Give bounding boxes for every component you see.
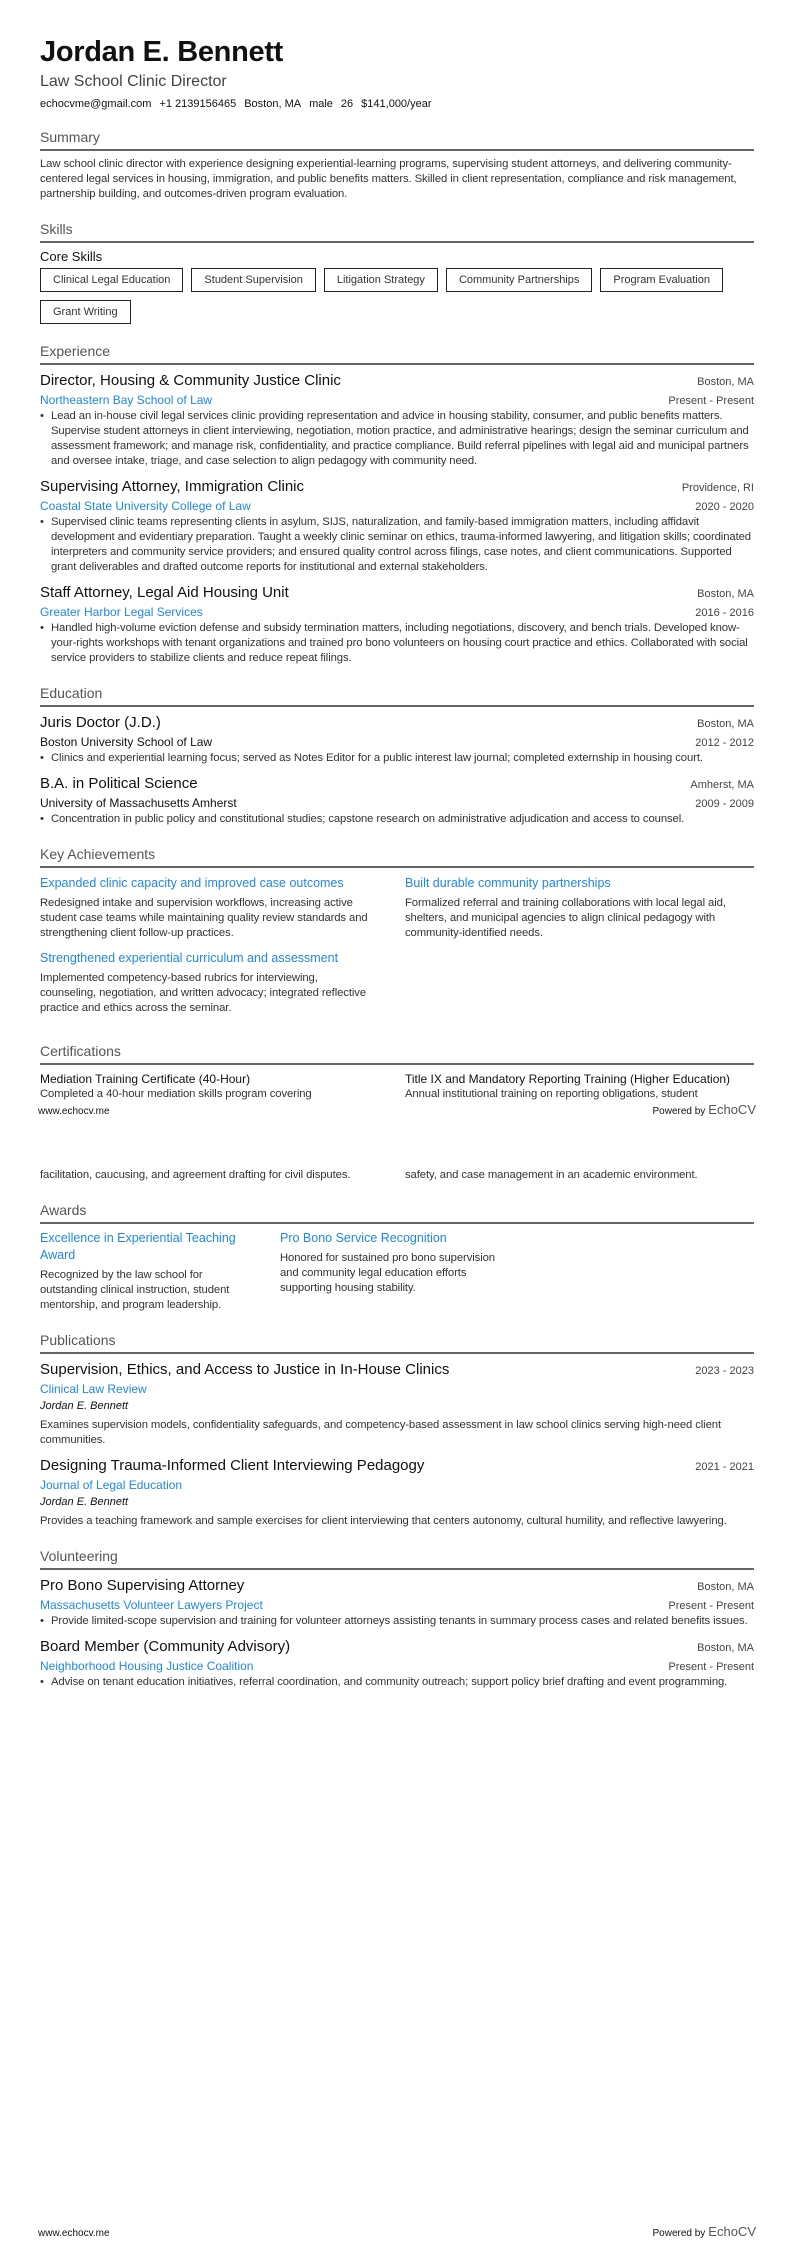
skill-tag: Grant Writing [40, 300, 131, 324]
education-bullet: • Clinics and experiential learning focus; served as Notes Editor for a public interest law journal; completed externship in housing court. [40, 751, 754, 766]
education-section [40, 684, 754, 827]
skill-tag: Clinical Legal Education [40, 268, 183, 292]
achievement-item [40, 949, 389, 1016]
powered-by [652, 2224, 756, 2239]
resume-page-2 [0, 1123, 794, 2246]
degree: Juris Doctor (J.D.) [40, 714, 161, 731]
skill-group-title: Core Skills [40, 249, 103, 264]
role-bullet: • Provide limited-scope supervision and training for volunteer attorneys assisting tenants in summary process cases and related benefits issues. [40, 1614, 754, 1629]
section-heading: Certifications [40, 1042, 754, 1065]
award-title: Excellence in Experiential Teaching Award [40, 1231, 236, 1262]
certification-text-continued: safety, and case management in an academic environment. [405, 1169, 698, 1181]
certifications-continued [40, 1168, 754, 1183]
publication-venue: Journal of Legal Education [40, 1478, 183, 1492]
section-heading: Summary [40, 128, 754, 151]
candidate-title: Law School Clinic Director [40, 73, 227, 90]
experience-item [40, 477, 754, 575]
footer-site-link[interactable]: www.echocv.me [38, 2228, 110, 2239]
organization: Massachusetts Volunteer Lawyers Project [40, 1598, 263, 1612]
award-text: Honored for sustained pro bono supervision and community legal education efforts supporting housing stability. [280, 1252, 495, 1294]
volunteering-item [40, 1637, 754, 1690]
contact-info [40, 98, 754, 110]
section-heading: Skills [40, 220, 754, 243]
section-heading: Key Achievements [40, 845, 754, 868]
skill-tag: Program Evaluation [600, 268, 723, 292]
echocv-logo[interactable]: EchoCV [708, 2224, 756, 2239]
contact-location: Boston, MA [244, 98, 302, 110]
candidate-name: Jordan E. Bennett [40, 36, 284, 68]
job-location: Boston, MA [697, 376, 754, 388]
publication-author: Jordan E. Bennett [40, 1400, 129, 1412]
publication-title: Supervision, Ethics, and Access to Justice in In-House Clinics [40, 1361, 450, 1378]
certification-text: Completed a 40-hour mediation skills program covering [40, 1088, 312, 1100]
job-bullet: • Handled high-volume eviction defense and subsidy termination matters, including negotiations, discovery, and bench trials. Developed know-your-rights workshops with tenant organizations and trained pro bono volunteers on housing court practice and ethics. Collaborated with social service providers to stabilize clients and reduce repeat filings. [40, 621, 754, 666]
role-title: Pro Bono Supervising Attorney [40, 1577, 245, 1594]
skill-tag: Community Partnerships [446, 268, 592, 292]
employer: Coastal State University College of Law [40, 499, 251, 513]
award-title: Pro Bono Service Recognition [280, 1231, 447, 1245]
skill-tag: Student Supervision [191, 268, 315, 292]
experience-section [40, 342, 754, 666]
job-title: Director, Housing & Community Justice Clinic [40, 372, 341, 389]
education-dates: 2009 - 2009 [695, 798, 754, 810]
echocv-logo[interactable]: EchoCV [708, 1102, 756, 1117]
publication-summary: Examines supervision models, confidentiality safeguards, and competency-based assessment in law school clinics serving high-need client communities. [40, 1419, 721, 1446]
award-item [280, 1230, 510, 1313]
certification-title: Mediation Training Certificate (40-Hour) [40, 1072, 251, 1086]
footer-site-link[interactable]: www.echocv.me [38, 1106, 110, 1117]
certification-text: Annual institutional training on reporting obligations, student [405, 1088, 698, 1100]
contact-gender: male [309, 98, 333, 110]
awards-section [40, 1201, 754, 1313]
achievement-text: Implemented competency-based rubrics for interviewing, counseling, negotiation, and written advocacy; integrated reflective practice and ethics across the seminar. [40, 972, 367, 1014]
job-dates: Present - Present [668, 395, 754, 407]
section-heading: Experience [40, 342, 754, 365]
school: Boston University School of Law [40, 735, 213, 749]
publication-item [40, 1360, 754, 1448]
education-item [40, 713, 754, 766]
award-text: Recognized by the law school for outstanding clinical instruction, student mentorship, and program leadership. [40, 1269, 230, 1311]
role-location: Boston, MA [697, 1642, 754, 1654]
achievement-text: Redesigned intake and supervision workflows, increasing active student case teams while maintaining quality review standards and strengthening client follow-up practices. [40, 897, 368, 939]
section-heading: Awards [40, 1201, 754, 1224]
certification-item [405, 1071, 754, 1102]
job-bullet: • Lead an in-house civil legal services clinic providing representation and advice in housing stability, consumer, and public benefits matters. Supervise student attorneys in client interviewing, negotiation, motion practice, and administrative hearings; design the seminar curriculum and assessment framework; and manage risk, confidentiality, and practice compliance. Build referral pipelines with legal aid and municipal partners and oversee intake, triage, and case selection to align pedagogy with community need. [40, 409, 754, 469]
volunteering-section [40, 1547, 754, 1690]
certification-text-continued: facilitation, caucusing, and agreement drafting for civil disputes. [40, 1169, 351, 1181]
publication-title: Designing Trauma-Informed Client Interviewing Pedagogy [40, 1457, 425, 1474]
school-location: Amherst, MA [690, 779, 754, 791]
publication-summary: Provides a teaching framework and sample exercises for client interviewing that centers autonomy, cultural humility, and reflective lawyering. [40, 1515, 727, 1527]
job-bullet: • Supervised clinic teams representing clients in asylum, SIJS, naturalization, and family-based immigration matters, including affidavit development and evidentiary preparation. Taught a weekly clinic seminar on ethics, trauma-informed lawyering, and litigation skills; coordinated interpreters and community service providers; and ensured quality control across filings, case notes, and client communications. Supported grant deliverables and drafted outcome reports for institutional and external stakeholders. [40, 515, 754, 575]
volunteering-item [40, 1576, 754, 1629]
page-footer [38, 2224, 756, 2239]
publications-section [40, 1331, 754, 1529]
publication-author: Jordan E. Bennett [40, 1496, 129, 1508]
school: University of Massachusetts Amherst [40, 796, 237, 810]
publication-dates: 2021 - 2021 [695, 1461, 754, 1473]
education-item [40, 774, 754, 827]
education-bullet: • Concentration in public policy and constitutional studies; capstone research on administrative adjudication and access to counsel. [40, 812, 754, 827]
page-footer [38, 1102, 756, 1117]
contact-age: 26 [340, 98, 354, 110]
school-location: Boston, MA [697, 718, 754, 730]
certification-title: Title IX and Mandatory Reporting Training (Higher Education) [405, 1072, 731, 1086]
role-bullet: • Advise on tenant education initiatives, referral coordination, and community outreach; support policy brief drafting and event programming. [40, 1675, 754, 1690]
job-dates: 2020 - 2020 [695, 501, 754, 513]
publication-dates: 2023 - 2023 [695, 1365, 754, 1377]
powered-by-label: Powered by [652, 1106, 706, 1117]
award-item [40, 1230, 270, 1313]
role-location: Boston, MA [697, 1581, 754, 1593]
section-heading: Education [40, 684, 754, 707]
certifications-section [40, 1042, 754, 1102]
job-dates: 2016 - 2016 [695, 607, 754, 619]
job-title: Supervising Attorney, Immigration Clinic [40, 478, 304, 495]
degree: B.A. in Political Science [40, 775, 198, 792]
organization: Neighborhood Housing Justice Coalition [40, 1659, 254, 1673]
achievement-item [405, 874, 754, 941]
employer: Northeastern Bay School of Law [40, 393, 213, 407]
summary-section [40, 128, 754, 202]
skills-section [40, 220, 754, 324]
section-heading: Publications [40, 1331, 754, 1354]
powered-by [652, 1102, 756, 1117]
employer: Greater Harbor Legal Services [40, 605, 203, 619]
summary-text: Law school clinic director with experience designing experiential-learning programs, supervising student attorneys, and delivering community-centered legal services in housing, immigration, and public benefits matters. Skilled in client representation, compliance and risk management, partnership building, and outcomes-driven program evaluation. [40, 158, 737, 200]
job-title: Staff Attorney, Legal Aid Housing Unit [40, 584, 289, 601]
achievement-title: Strengthened experiential curriculum and assessment [40, 951, 339, 965]
certification-item [40, 1071, 389, 1102]
education-dates: 2012 - 2012 [695, 737, 754, 749]
achievements-section [40, 845, 754, 1024]
section-heading: Volunteering [40, 1547, 754, 1570]
experience-item [40, 583, 754, 666]
contact-phone[interactable]: +1 2139156465 [159, 98, 237, 110]
role-dates: Present - Present [668, 1661, 754, 1673]
role-dates: Present - Present [668, 1600, 754, 1612]
job-location: Providence, RI [681, 482, 754, 494]
experience-item [40, 371, 754, 469]
publication-venue: Clinical Law Review [40, 1382, 147, 1396]
role-title: Board Member (Community Advisory) [40, 1638, 291, 1655]
achievement-text: Formalized referral and training collaborations with local legal aid, shelters, and municipal agencies to align clinical pedagogy with community-identified needs. [405, 897, 726, 939]
contact-salary: $141,000/year [361, 98, 432, 110]
achievement-item [40, 874, 389, 941]
job-location: Boston, MA [697, 588, 754, 600]
publication-item [40, 1456, 754, 1529]
contact-email[interactable]: echocvme@gmail.com [40, 98, 152, 110]
powered-by-label: Powered by [652, 2228, 706, 2239]
skill-tag: Litigation Strategy [324, 268, 438, 292]
achievement-title: Expanded clinic capacity and improved case outcomes [40, 876, 344, 890]
achievement-title: Built durable community partnerships [405, 876, 611, 890]
